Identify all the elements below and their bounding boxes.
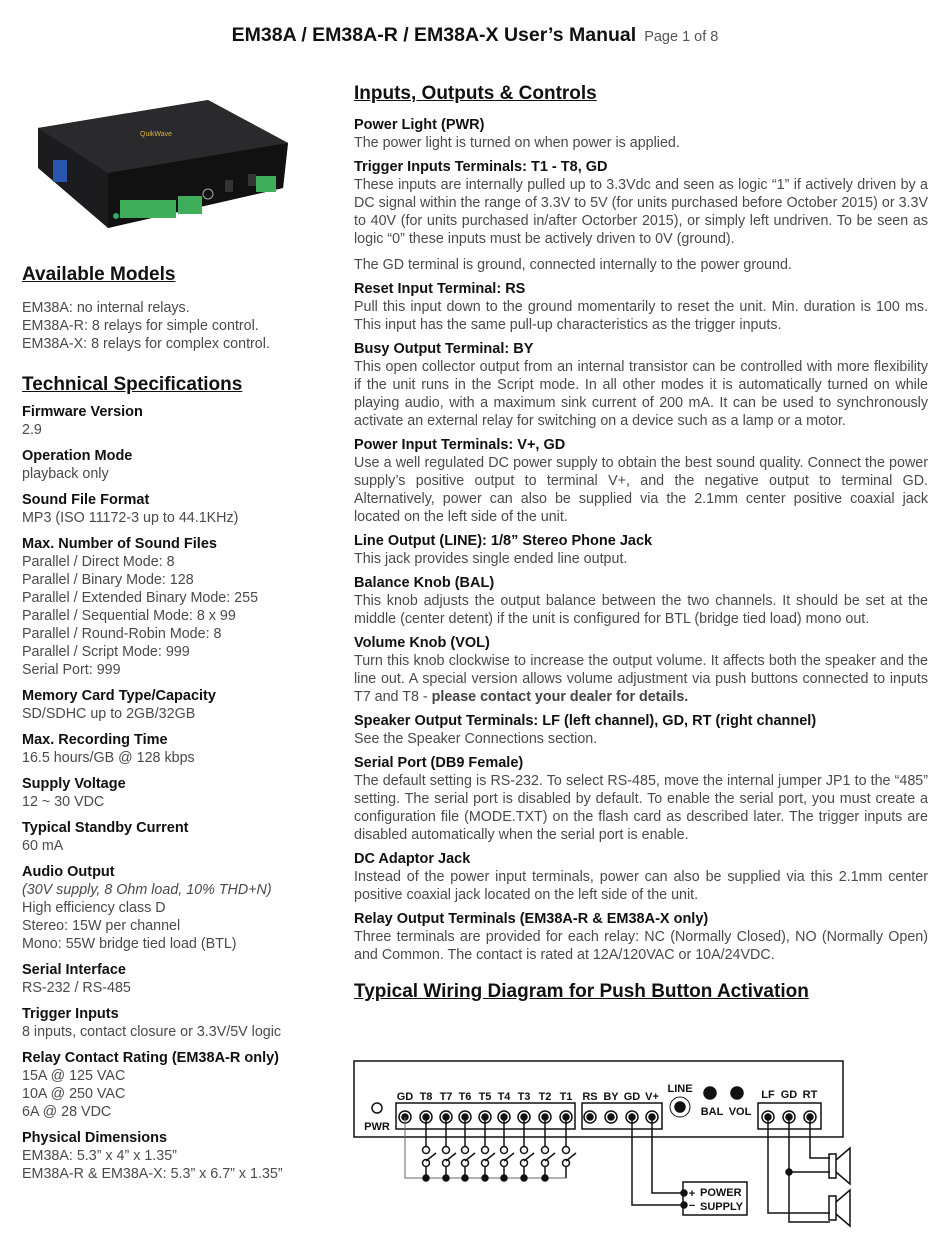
switch-contact — [423, 1147, 430, 1154]
description-text: The power light is turned on when power is applied. — [354, 135, 680, 151]
spec-item — [22, 731, 332, 767]
terminal-label: LF — [761, 1089, 775, 1101]
push-button-switch-icon — [465, 1153, 475, 1161]
spec-value: 10A @ 250 VAC — [22, 1086, 126, 1102]
spec-label: Max. Number of Sound Files — [22, 536, 217, 552]
control-description — [354, 928, 928, 964]
description-text: These inputs are internally pulled up to 3.3Vdc and seen as logic “1” if actively driven by a DC signal within the range of 3.3V to 5V (for units purchased before October 2015) or 3.3V to 40V (for units purchased in/after Octorber 2015), or simply left undriven. To be seen as logic “0” these inputs must be actively driven to 0V (ground). — [354, 177, 928, 247]
switch-contact — [462, 1147, 469, 1154]
spec-item — [22, 447, 332, 483]
page-number: Page 1 of 8 — [644, 29, 719, 45]
switch-contact — [501, 1147, 508, 1154]
spec-value: 60 mA — [22, 838, 64, 854]
spec-item — [22, 819, 332, 855]
spec-value: Parallel / Extended Binary Mode: 255 — [22, 590, 259, 606]
spec-label: Memory Card Type/Capacity — [22, 688, 216, 704]
junction-dot — [521, 1175, 527, 1181]
control-section — [354, 532, 928, 568]
vol-label: VOL — [728, 1106, 752, 1118]
speaker-right-icon — [829, 1154, 836, 1178]
spec-item — [22, 1129, 332, 1183]
control-title: Power Light (PWR) — [354, 117, 485, 133]
spec-label: Serial Interface — [22, 962, 126, 978]
control-title: Power Input Terminals: V+, GD — [354, 437, 566, 453]
spec-value: Parallel / Binary Mode: 128 — [22, 572, 194, 588]
control-description — [354, 358, 928, 430]
push-button-switch-icon — [524, 1153, 534, 1161]
control-section — [354, 754, 928, 844]
spec-label: Sound File Format — [22, 492, 150, 508]
control-description — [354, 772, 928, 844]
photo-logo: QuikWave — [140, 131, 173, 138]
terminal-label: GD — [780, 1089, 798, 1101]
spec-label: Max. Recording Time — [22, 732, 168, 748]
pwr-label: PWR — [364, 1121, 390, 1133]
control-section — [354, 158, 928, 274]
model-item: EM38A: no internal relays. — [22, 300, 190, 316]
spec-item — [22, 687, 332, 723]
control-description — [354, 176, 928, 248]
model-item: EM38A-R: 8 relays for simple control. — [22, 318, 259, 334]
spec-label: Relay Contact Rating (EM38A-R only) — [22, 1050, 279, 1066]
left-column — [22, 263, 332, 1191]
spec-item — [22, 863, 332, 953]
model-item: EM38A-X: 8 relays for complex control. — [22, 336, 270, 352]
spec-value: 8 inputs, contact closure or 3.3V/5V logic — [22, 1024, 282, 1040]
line-label: LINE — [667, 1083, 693, 1095]
terminal-label: RT — [802, 1089, 818, 1101]
spec-value: 12 ~ 30 VDC — [22, 794, 105, 810]
push-button-switch-icon — [545, 1153, 555, 1161]
manual-title: EM38A / EM38A-R / EM38A-X User’s Manual — [231, 24, 637, 46]
spec-item — [22, 961, 332, 997]
control-section — [354, 712, 928, 748]
spec-item — [22, 491, 332, 527]
terminal-label: V+ — [645, 1091, 659, 1103]
description-text: This jack provides single ended line output. — [354, 551, 628, 567]
terminal-label: T7 — [439, 1091, 453, 1103]
spec-item — [22, 775, 332, 811]
spec-label: Firmware Version — [22, 404, 143, 420]
control-description — [354, 134, 928, 152]
terminal-label: T5 — [478, 1091, 492, 1103]
spec-item — [22, 1005, 332, 1041]
spec-label: Trigger Inputs — [22, 1006, 119, 1022]
terminal-label: GD — [623, 1091, 641, 1103]
terminal-label: RS — [582, 1091, 598, 1103]
spec-item — [22, 403, 332, 439]
description-text: The GD terminal is ground, connected internally to the power ground. — [354, 257, 792, 273]
bal-label: BAL — [700, 1106, 724, 1118]
terminal-screw — [608, 1114, 614, 1120]
switch-contact — [482, 1147, 489, 1154]
spec-value: playback only — [22, 466, 109, 482]
spec-value: RS-232 / RS-485 — [22, 980, 131, 996]
control-description — [354, 730, 928, 748]
switch-contact — [521, 1147, 528, 1154]
spec-value: EM38A: 5.3” x 4” x 1.35” — [22, 1148, 177, 1164]
spec-value: Stereo: 15W per channel — [22, 918, 181, 934]
terminal-label: BY — [603, 1091, 619, 1103]
power-supply-label: SUPPLY — [700, 1201, 744, 1213]
terminal-label: T8 — [419, 1091, 433, 1103]
description-text: Three terminals are provided for each relay: NC (Normally Closed), NO (Normally Open) and Common. The contact is rated at 12A/120VAC or 10A/24VDC. — [354, 929, 928, 963]
description-text: The default setting is RS-232. To select RS-485, move the internal jumper JP1 to the “485” setting. The serial port is disabled by default. To enable the serial port, you must create a configuration file (MODE.TXT) on the flash card as described later. The trigger inputs are disabled automatically when the serial port is enable. — [354, 773, 928, 843]
push-button-switch-icon — [426, 1153, 436, 1161]
spec-value: SD/SDHC up to 2GB/32GB — [22, 706, 196, 722]
push-button-switch-icon — [504, 1153, 514, 1161]
control-description — [354, 652, 928, 706]
models-heading: Available Models — [22, 264, 176, 285]
plus-sign: + — [688, 1188, 696, 1200]
control-section — [354, 910, 928, 964]
junction-dot — [443, 1175, 449, 1181]
controls-heading: Inputs, Outputs & Controls — [354, 83, 597, 104]
spec-label: Operation Mode — [22, 448, 133, 464]
power-supply-label: POWER — [700, 1187, 742, 1199]
junction-dot — [482, 1175, 488, 1181]
description-text: This knob adjusts the output balance between the two channels. It should be set at the middle (center detent) if the unit is configured for BTL (bridge tied load) mono out. — [354, 593, 928, 627]
control-title: Line Output (LINE): 1/8” Stereo Phone Jack — [354, 533, 653, 549]
pwr-led-icon — [372, 1103, 382, 1113]
control-title: Serial Port (DB9 Female) — [354, 755, 524, 771]
switch-contact — [443, 1147, 450, 1154]
minus-sign: − — [688, 1200, 696, 1212]
spec-value: Parallel / Sequential Mode: 8 x 99 — [22, 608, 236, 624]
control-description — [354, 256, 928, 274]
spec-value: 2.9 — [22, 422, 42, 438]
wiring-diagram — [350, 1050, 910, 1250]
junction-dot — [423, 1175, 429, 1181]
control-title: Volume Knob (VOL) — [354, 635, 490, 651]
control-description — [354, 454, 928, 526]
push-button-switch-icon — [566, 1153, 576, 1161]
right-column — [354, 82, 928, 1012]
junction-dot — [501, 1175, 507, 1181]
description-text: Instead of the power input terminals, power can also be supplied via this 2.1mm center positive coaxial jack located on the left side of the unit. — [354, 869, 928, 903]
control-section — [354, 340, 928, 430]
control-title: Trigger Inputs Terminals: T1 - T8, GD — [354, 159, 608, 175]
terminal-label: T6 — [458, 1091, 472, 1103]
control-description — [354, 298, 928, 334]
control-section — [354, 634, 928, 706]
spec-label: Physical Dimensions — [22, 1130, 168, 1146]
control-title: Balance Knob (BAL) — [354, 575, 495, 591]
description-text: See the Speaker Connections section. — [354, 731, 598, 747]
description-text: This open collector output from an internal transistor can be controlled with more flexibility if the unit runs in the Script mode. In all other modes it is automatically turned on while playing audio, with a maximum sink current of 200 mA. It can be used to synchronously activate an external relay for switching on a device such as a lamp or a motor. — [354, 359, 928, 429]
dealer-note: please contact your dealer for details. — [431, 689, 689, 705]
terminal-label: T4 — [497, 1091, 511, 1103]
spec-item — [22, 1049, 332, 1121]
spec-label: Audio Output — [22, 864, 115, 880]
description-text: Turn this knob clockwise to increase the output volume. It affects both the speaker and the line out. A special version allows volume adjustment via push buttons connected to inputs T7 and T8 - — [354, 653, 928, 705]
switch-contact — [563, 1147, 570, 1154]
control-title: Reset Input Terminal: RS — [354, 281, 526, 297]
spec-label: Typical Standby Current — [22, 820, 189, 836]
spec-value: Parallel / Script Mode: 999 — [22, 644, 190, 660]
control-section — [354, 574, 928, 628]
control-title: Speaker Output Terminals: LF (left channel), GD, RT (right channel) — [354, 713, 817, 729]
spec-item — [22, 535, 332, 679]
control-section — [354, 850, 928, 904]
spec-value: EM38A-R & EM38A-X: 5.3” x 6.7” x 1.35” — [22, 1166, 283, 1182]
spec-note: (30V supply, 8 Ohm load, 10% THD+N) — [22, 882, 272, 898]
control-title: Relay Output Terminals (EM38A-R & EM38A-X only) — [354, 911, 709, 927]
description-text: Use a well regulated DC power supply to obtain the best sound quality. Connect the power supply’s positive output to terminal V+, and the negative output to terminal GD. Alternatively, power can also be supplied via the 2.1mm center positive coaxial jack located on the left side of the unit. — [354, 455, 928, 525]
terminal-label: T3 — [517, 1091, 531, 1103]
junction-dot — [542, 1175, 548, 1181]
terminal-label: T1 — [559, 1091, 573, 1103]
spec-value: MP3 (ISO 11172-3 up to 44.1KHz) — [22, 510, 239, 526]
spec-value: High efficiency class D — [22, 900, 166, 916]
speaker-left-icon — [829, 1196, 836, 1220]
spec-value: 15A @ 125 VAC — [22, 1068, 126, 1084]
control-description — [354, 868, 928, 904]
switch-contact — [542, 1147, 549, 1154]
control-description — [354, 592, 928, 628]
wiring-heading: Typical Wiring Diagram for Push Button Activation — [354, 981, 809, 1002]
vol-knob-icon — [731, 1087, 743, 1099]
page-header — [0, 24, 950, 47]
control-title: Busy Output Terminal: BY — [354, 341, 534, 357]
specs-heading: Technical Specifications — [22, 374, 243, 395]
control-section — [354, 436, 928, 526]
terminal-label: GD — [396, 1091, 414, 1103]
bal-knob-icon — [704, 1087, 716, 1099]
spec-label: Supply Voltage — [22, 776, 126, 792]
terminal-label: T2 — [538, 1091, 552, 1103]
spec-value: 6A @ 28 VDC — [22, 1104, 112, 1120]
control-section — [354, 116, 928, 152]
spec-value: 16.5 hours/GB @ 128 kbps — [22, 750, 195, 766]
product-photo — [28, 88, 318, 238]
spec-value: Mono: 55W bridge tied load (BTL) — [22, 936, 237, 952]
spec-value: Parallel / Round-Robin Mode: 8 — [22, 626, 222, 642]
junction-dot — [462, 1175, 468, 1181]
description-text: Pull this input down to the ground momentarily to reset the unit. Min. duration is 100 ms. This input has the same pull-up characteristics as the trigger inputs. — [354, 299, 928, 333]
control-description — [354, 550, 928, 568]
terminal-screw — [587, 1114, 593, 1120]
control-section — [354, 280, 928, 334]
push-button-switch-icon — [446, 1153, 456, 1161]
spec-value: Serial Port: 999 — [22, 662, 121, 678]
spec-value: Parallel / Direct Mode: 8 — [22, 554, 175, 570]
push-button-switch-icon — [485, 1153, 495, 1161]
control-title: DC Adaptor Jack — [354, 851, 471, 867]
